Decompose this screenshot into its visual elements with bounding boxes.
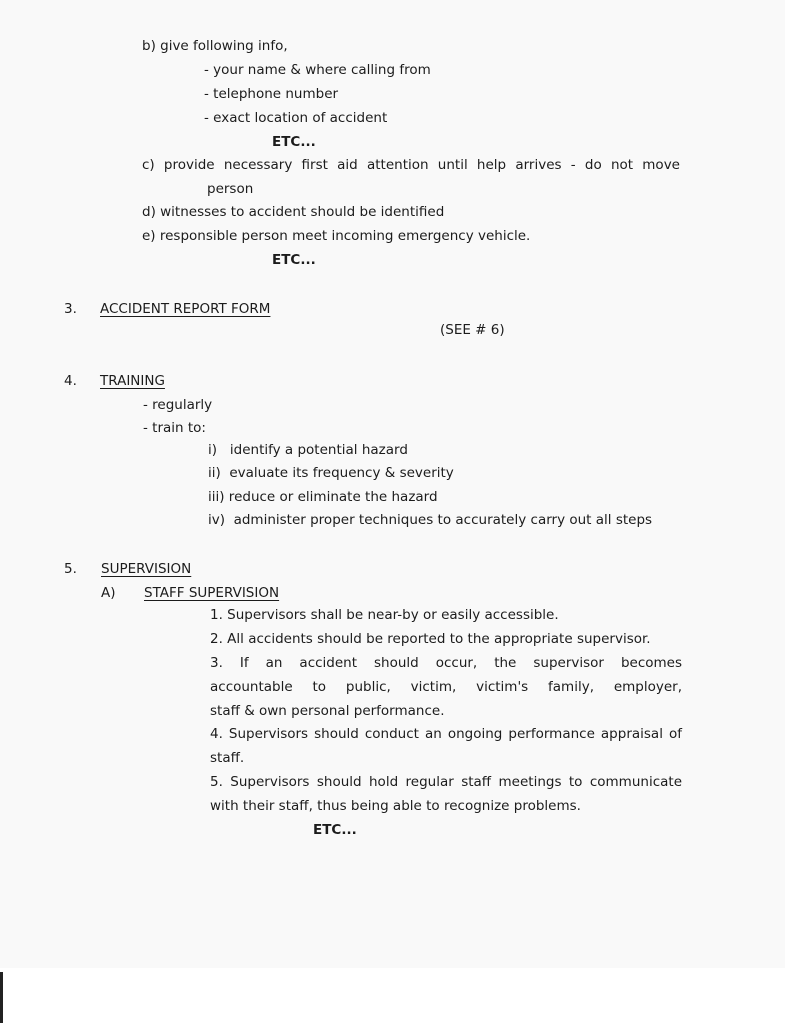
scan-edge (0, 972, 3, 1023)
see-note: (SEE # 6) (440, 322, 505, 338)
section-number: 3. (64, 301, 77, 317)
step-b-label: b) give following info, (142, 38, 288, 54)
step-b-item: - your name & where calling from (204, 62, 431, 78)
etc-note: ETC... (313, 822, 357, 838)
section-title-supervision: SUPERVISION (101, 561, 192, 577)
scan-margin (0, 968, 785, 1023)
supervision-item: with their staff, thus being able to recognize problems. (210, 798, 581, 814)
step-c-line: person (207, 181, 254, 197)
supervision-item: 4. Supervisors should conduct an ongoing performance appraisal of (210, 726, 682, 742)
step-b-item: - exact location of accident (204, 110, 388, 126)
step-c-line: c) provide necessary first aid attention until help arrives - do not move (142, 157, 680, 173)
subsection-title-staff-supervision: STAFF SUPERVISION (144, 585, 280, 601)
section-title-training: TRAINING (100, 373, 165, 389)
training-step: ii) evaluate its frequency & severity (208, 465, 454, 481)
training-bullet: - regularly (143, 397, 213, 413)
supervision-item: 3. If an accident should occur, the supervisor becomes (210, 655, 682, 671)
subsection-letter: A) (101, 585, 116, 601)
section-number: 5. (64, 561, 77, 577)
step-d: d) witnesses to accident should be identified (142, 204, 445, 220)
supervision-item: staff & own personal performance. (210, 703, 445, 719)
step-b-item: - telephone number (204, 86, 339, 102)
training-bullet: - train to: (143, 420, 206, 436)
section-number: 4. (64, 373, 77, 389)
supervision-item: 1. Supervisors shall be near-by or easily accessible. (210, 607, 559, 623)
section-title-accident-report-form: ACCIDENT REPORT FORM (100, 301, 271, 317)
etc-note: ETC... (272, 252, 316, 268)
supervision-item: accountable to public, victim, victim's family, employer, (210, 679, 682, 695)
training-step: iv) administer proper techniques to accurately carry out all steps (208, 512, 653, 528)
supervision-item: staff. (210, 750, 245, 766)
supervision-item: 2. All accidents should be reported to the appropriate supervisor. (210, 631, 651, 647)
training-step: i) identify a potential hazard (208, 442, 408, 458)
etc-note: ETC... (272, 134, 316, 150)
training-step: iii) reduce or eliminate the hazard (208, 489, 438, 505)
supervision-item: 5. Supervisors should hold regular staff meetings to communicate (210, 774, 682, 790)
step-e: e) responsible person meet incoming emergency vehicle. (142, 228, 531, 244)
